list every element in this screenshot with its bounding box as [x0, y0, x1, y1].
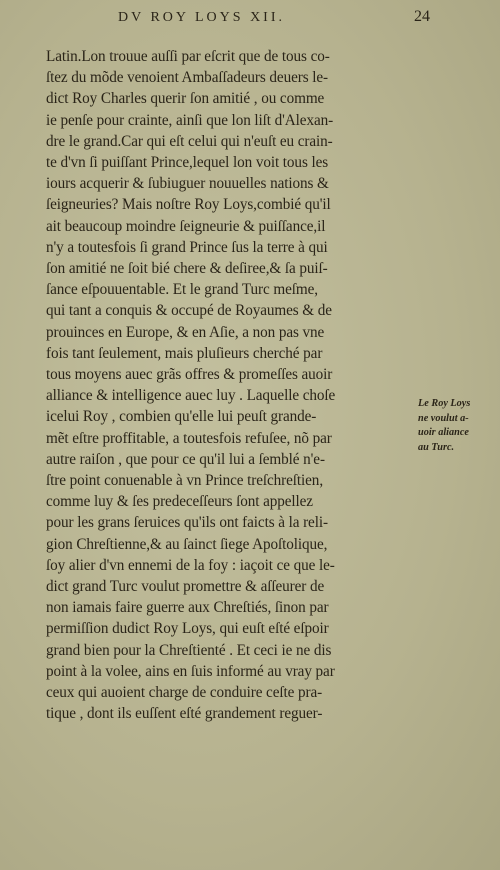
- text-line: ſtez du mõde venoient Ambaſſadeurs deuers le-: [46, 69, 328, 87]
- text-line: dict grand Turc voulut promettre & aſſeurer de: [46, 578, 325, 596]
- text-line: ait beaucoup moindre ſeigneurie & puiſſance,il: [46, 217, 326, 235]
- marginal-note-line: Le Roy Loys: [418, 398, 471, 409]
- text-line: ſtre point conuenable à vn Prince treſchreſtien,: [46, 472, 324, 490]
- text-line: tique , dont ils euſſent eſté grandement reguer-: [46, 705, 323, 723]
- marginal-note-line: au Turc.: [418, 441, 455, 453]
- text-line: mẽt eſtre proffitable, a toutesfois refuſee, nõ par: [46, 429, 332, 447]
- running-head: DV ROY LOYS XII.: [118, 10, 285, 25]
- text-line: point à la volee, ains en ſuis informé au vray par: [46, 662, 335, 680]
- text-line: comme luy & ſes predeceſſeurs ſont appellez: [46, 493, 313, 511]
- text-line: grand bien pour la Chreſtienté . Et ceci ie ne dis: [46, 641, 332, 659]
- text-line: dict Roy Charles querir ſon amitié , ou comme: [46, 90, 325, 108]
- text-line: Latin.Lon trouue auſſi par eſcrit que de tous co-: [46, 48, 330, 65]
- text-line: non iamais faire guerre aux Chreſtiés, ſinon par: [46, 599, 329, 617]
- text-line: ſon amitié ne ſoit bié chere & deſiree,& ſa puiſ-: [46, 260, 328, 278]
- body-text: [46, 46, 420, 725]
- text-line: gion Chreſtienne,& au ſainct ſiege Apoſtolique,: [46, 535, 328, 553]
- text-line: ſoy alier d'vn ennemi de la foy : iaçoit ce que le-: [46, 556, 335, 574]
- text-line: qui tant a conquis & occupé de Royaumes & de: [46, 302, 332, 320]
- marginal-note: [418, 397, 500, 455]
- text-line: pour les grans ſeruices qu'ils ont faicts à la reli-: [46, 514, 328, 532]
- text-line: ſeigneuries? Mais noſtre Roy Loys,combié qu'il: [46, 196, 331, 214]
- page-number: 24: [414, 8, 430, 25]
- text-line: fois tant ſeulement, mais pluſieurs cherché par: [46, 344, 323, 362]
- marginal-note-line: uoir aliance: [418, 427, 469, 438]
- text-line: permiſſion dudict Roy Loys, qui euſt eſté eſpoir: [46, 620, 329, 638]
- text-line: prouinces en Europe, & en Aſie, a non pas vne: [46, 323, 325, 341]
- text-line: ie penſe pour crainte, ainſi que lon liſt d'Alexan-: [46, 111, 334, 129]
- text-line: autre raiſon , que pour ce qu'il lui a ſemblé n'e-: [46, 450, 325, 468]
- text-line: iours acquerir & ſubiuguer nouuelles nations &: [46, 175, 329, 193]
- text-line: dre le grand.Car qui eſt celui qui n'euſt eu crain-: [46, 132, 333, 150]
- text-line: te d'vn ſi puiſſant Prince,lequel lon voit tous les: [46, 154, 329, 172]
- text-line: ſance eſpouuentable. Et le grand Turc meſme,: [46, 281, 318, 299]
- text-line: ceux qui auoient charge de conduire ceſte pra-: [46, 684, 323, 702]
- text-line: tous moyens auec grãs offres & promeſſes auoir: [46, 366, 333, 384]
- marginal-note-line: ne voulut a-: [418, 412, 469, 424]
- text-line: n'y a toutesfois ſi grand Prince ſus la terre à qui: [46, 238, 328, 256]
- text-line: icelui Roy , combien qu'elle lui peuſt grande-: [46, 408, 317, 426]
- page-header: [70, 6, 430, 36]
- text-line: alliance & intelligence auec luy . Laquelle choſe: [46, 387, 336, 405]
